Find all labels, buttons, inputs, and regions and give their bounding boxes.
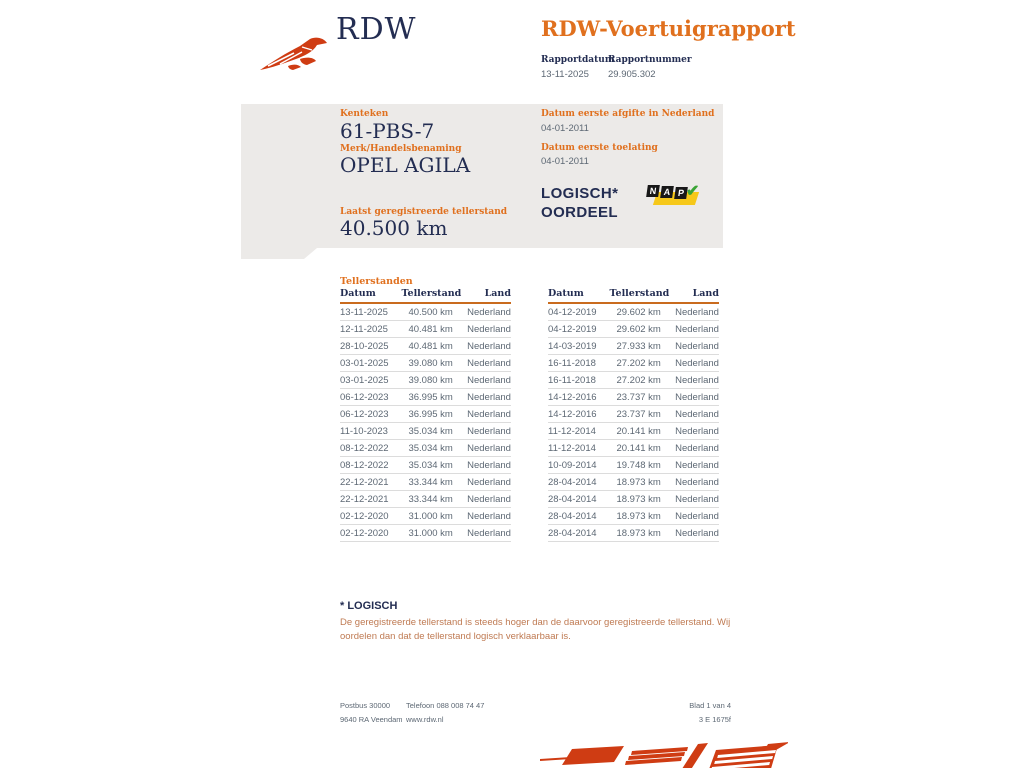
cell-land: Nederland: [467, 392, 511, 403]
cell-tellerstand: 27.933 km: [616, 341, 661, 352]
table-row: [548, 491, 719, 508]
cell-land: Nederland: [675, 392, 719, 403]
table-row: [548, 355, 719, 372]
table-row: [340, 525, 511, 542]
footer-city: 9640 RA Veendam: [340, 715, 403, 724]
nap-letter-a: A: [660, 186, 674, 198]
cell-tellerstand: 40.481 km: [408, 324, 453, 335]
cell-datum: 14-12-2016: [548, 392, 597, 403]
cell-tellerstand: 20.141 km: [616, 443, 661, 454]
datum-eerste-afgifte-value: 04-01-2011: [541, 123, 589, 134]
oordeel-line2: OORDEEL: [541, 204, 618, 221]
cell-datum: 08-12-2022: [340, 443, 389, 454]
cell-tellerstand: 19.748 km: [616, 460, 661, 471]
cell-tellerstand: 33.344 km: [408, 494, 453, 505]
footer-form-code: 3 E 1675f: [698, 715, 731, 724]
merk-value: OPEL AGILA: [340, 153, 471, 177]
table-row: [340, 474, 511, 491]
table-row: [340, 389, 511, 406]
cell-land: Nederland: [675, 341, 719, 352]
table-body-left: [340, 304, 511, 542]
footer-website: www.rdw.nl: [406, 715, 444, 724]
cell-datum: 16-11-2018: [548, 358, 596, 369]
cell-datum: 08-12-2022: [340, 460, 389, 471]
cell-land: Nederland: [467, 324, 511, 335]
cell-datum: 28-04-2014: [548, 511, 597, 522]
merk-label: Merk/Handelsbenaming: [340, 144, 462, 154]
footer-postbus: Postbus 30000: [340, 701, 391, 710]
cell-datum: 06-12-2023: [340, 409, 389, 420]
cell-land: Nederland: [467, 511, 511, 522]
cell-tellerstand: 29.602 km: [616, 324, 661, 335]
cell-datum: 04-12-2019: [548, 324, 597, 335]
table-row: [340, 457, 511, 474]
cell-datum: 28-04-2014: [548, 528, 597, 539]
cell-tellerstand: 39.080 km: [408, 375, 453, 386]
cell-land: Nederland: [675, 375, 719, 386]
cell-tellerstand: 33.344 km: [408, 477, 453, 488]
cell-land: Nederland: [675, 426, 719, 437]
table-row: [340, 372, 511, 389]
cell-datum: 28-04-2014: [548, 494, 597, 505]
cell-datum: 28-04-2014: [548, 477, 597, 488]
table-row: [548, 457, 719, 474]
rdw-falcon-logo-icon: [258, 26, 332, 74]
nap-logo: [647, 183, 701, 210]
column-header-datum: Datum: [548, 288, 584, 299]
footer-contact: [406, 699, 484, 727]
table-header-row: [548, 288, 719, 304]
report-date-value: 13-11-2025: [541, 69, 589, 80]
cell-datum: 14-03-2019: [548, 341, 597, 352]
cell-datum: 06-12-2023: [340, 392, 389, 403]
footer-phone: Telefoon 088 008 74 47: [406, 701, 485, 710]
table-row: [548, 338, 719, 355]
table-row: [548, 525, 719, 542]
cell-land: Nederland: [467, 477, 511, 488]
cell-datum: 04-12-2019: [548, 307, 597, 318]
cell-datum: 12-11-2025: [340, 324, 388, 335]
laatste-tellerstand-value: 40.500 km: [340, 216, 448, 240]
kenteken-value: 61-PBS-7: [340, 119, 435, 143]
cell-tellerstand: 40.481 km: [408, 341, 453, 352]
datum-eerste-afgifte-label: Datum eerste afgifte in Nederland: [541, 109, 715, 119]
cell-datum: 14-12-2016: [548, 409, 597, 420]
tellerstanden-table-right: [548, 288, 719, 542]
table-row: [340, 440, 511, 457]
kenteken-label: Kenteken: [340, 109, 389, 119]
cell-tellerstand: 18.973 km: [616, 494, 661, 505]
cell-land: Nederland: [467, 375, 511, 386]
cell-datum: 11-12-2014: [548, 443, 596, 454]
page-title: RDW-Voertuigrapport: [541, 16, 796, 41]
cell-tellerstand: 29.602 km: [616, 307, 661, 318]
cell-tellerstand: 27.202 km: [616, 375, 661, 386]
cell-datum: 02-12-2020: [340, 511, 389, 522]
logisch-footnote-body: De geregistreerde tellerstand is steeds hoger dan de daarvoor geregistreerde tellerstand. Wij oordelen dan dat de tellerstand logisch verklaarbaar is.: [340, 617, 731, 642]
datum-eerste-toelating-value: 04-01-2011: [541, 156, 589, 167]
table-row: [340, 508, 511, 525]
footer-page-number: Blad 1 van 4: [689, 701, 731, 710]
nap-checkmark-icon: ✔: [686, 183, 700, 200]
table-row: [548, 389, 719, 406]
cell-datum: 11-10-2023: [340, 426, 388, 437]
report-number-label: Rapportnummer: [608, 55, 692, 65]
tellerstanden-section-title: Tellerstanden: [340, 276, 413, 287]
cell-datum: 28-10-2025: [340, 341, 389, 352]
cell-tellerstand: 39.080 km: [408, 358, 453, 369]
table-row: [340, 304, 511, 321]
cell-land: Nederland: [467, 409, 511, 420]
cell-tellerstand: 23.737 km: [616, 409, 661, 420]
column-header-datum: Datum: [340, 288, 376, 299]
laatste-tellerstand-label: Laatst geregistreerde tellerstand: [340, 207, 508, 217]
cell-land: Nederland: [675, 511, 719, 522]
cell-land: Nederland: [675, 443, 719, 454]
cell-tellerstand: 18.973 km: [616, 477, 661, 488]
table-row: [548, 372, 719, 389]
report-number-value: 29.905.302: [608, 69, 656, 80]
cell-tellerstand: 18.973 km: [616, 511, 661, 522]
rdw-watermark-logo: [538, 741, 788, 768]
cell-land: Nederland: [675, 307, 719, 318]
cell-tellerstand: 36.995 km: [408, 392, 453, 403]
report-date-block: [541, 55, 614, 80]
cell-land: Nederland: [675, 460, 719, 471]
cell-land: Nederland: [675, 324, 719, 335]
tellerstanden-table-left: [340, 288, 511, 542]
cell-land: Nederland: [467, 307, 511, 318]
cell-land: Nederland: [675, 494, 719, 505]
cell-tellerstand: 23.737 km: [616, 392, 661, 403]
cell-datum: 02-12-2020: [340, 528, 389, 539]
footer-address: [340, 699, 403, 727]
table-header-row: [340, 288, 511, 304]
cell-datum: 10-09-2014: [548, 460, 597, 471]
cell-tellerstand: 35.034 km: [408, 443, 453, 454]
cell-land: Nederland: [675, 528, 719, 539]
cell-datum: 16-11-2018: [548, 375, 596, 386]
table-row: [548, 423, 719, 440]
cell-land: Nederland: [675, 358, 719, 369]
cell-land: Nederland: [467, 341, 511, 352]
cell-tellerstand: 18.973 km: [616, 528, 661, 539]
cell-tellerstand: 40.500 km: [408, 307, 453, 318]
footer-page-info: [600, 699, 731, 727]
table-row: [548, 508, 719, 525]
cell-land: Nederland: [675, 409, 719, 420]
cell-land: Nederland: [467, 426, 511, 437]
table-body-right: [548, 304, 719, 542]
oordeel-line1: LOGISCH*: [541, 185, 619, 202]
cell-tellerstand: 20.141 km: [616, 426, 661, 437]
cell-datum: 22-12-2021: [340, 494, 389, 505]
cell-datum: 13-11-2025: [340, 307, 388, 318]
table-row: [340, 355, 511, 372]
vehicle-summary-panel: [241, 104, 723, 248]
datum-eerste-toelating-label: Datum eerste toelating: [541, 143, 658, 153]
cell-land: Nederland: [675, 477, 719, 488]
report-date-label: Rapportdatum: [541, 55, 615, 65]
column-header-land: Land: [692, 288, 719, 299]
rdw-wordmark: RDW: [336, 12, 417, 47]
cell-tellerstand: 31.000 km: [408, 511, 453, 522]
nap-letter-p: P: [674, 187, 688, 199]
cell-tellerstand: 36.995 km: [408, 409, 453, 420]
cell-tellerstand: 35.034 km: [408, 460, 453, 471]
table-row: [340, 321, 511, 338]
nap-letter-n: N: [646, 185, 660, 197]
table-row: [548, 474, 719, 491]
cell-tellerstand: 35.034 km: [408, 426, 453, 437]
cell-land: Nederland: [467, 460, 511, 471]
column-header-land: Land: [484, 288, 511, 299]
table-row: [548, 406, 719, 423]
cell-land: Nederland: [467, 358, 511, 369]
table-row: [340, 491, 511, 508]
column-header-tellerstand: Tellerstand: [401, 288, 462, 299]
cell-datum: 03-01-2025: [340, 358, 389, 369]
logisch-footnote-title: * LOGISCH: [340, 600, 398, 612]
table-row: [548, 304, 719, 321]
table-row: [548, 440, 719, 457]
report-number-block: [608, 55, 692, 80]
cell-land: Nederland: [467, 528, 511, 539]
cell-datum: 11-12-2014: [548, 426, 596, 437]
table-row: [548, 321, 719, 338]
cell-land: Nederland: [467, 443, 511, 454]
vehicle-summary-panel-tab: [241, 248, 317, 259]
table-row: [340, 406, 511, 423]
cell-datum: 03-01-2025: [340, 375, 389, 386]
oordeel-badge: [541, 184, 618, 222]
cell-tellerstand: 31.000 km: [408, 528, 453, 539]
table-row: [340, 338, 511, 355]
cell-datum: 22-12-2021: [340, 477, 389, 488]
table-row: [340, 423, 511, 440]
column-header-tellerstand: Tellerstand: [609, 288, 670, 299]
cell-tellerstand: 27.202 km: [616, 358, 661, 369]
cell-land: Nederland: [467, 494, 511, 505]
